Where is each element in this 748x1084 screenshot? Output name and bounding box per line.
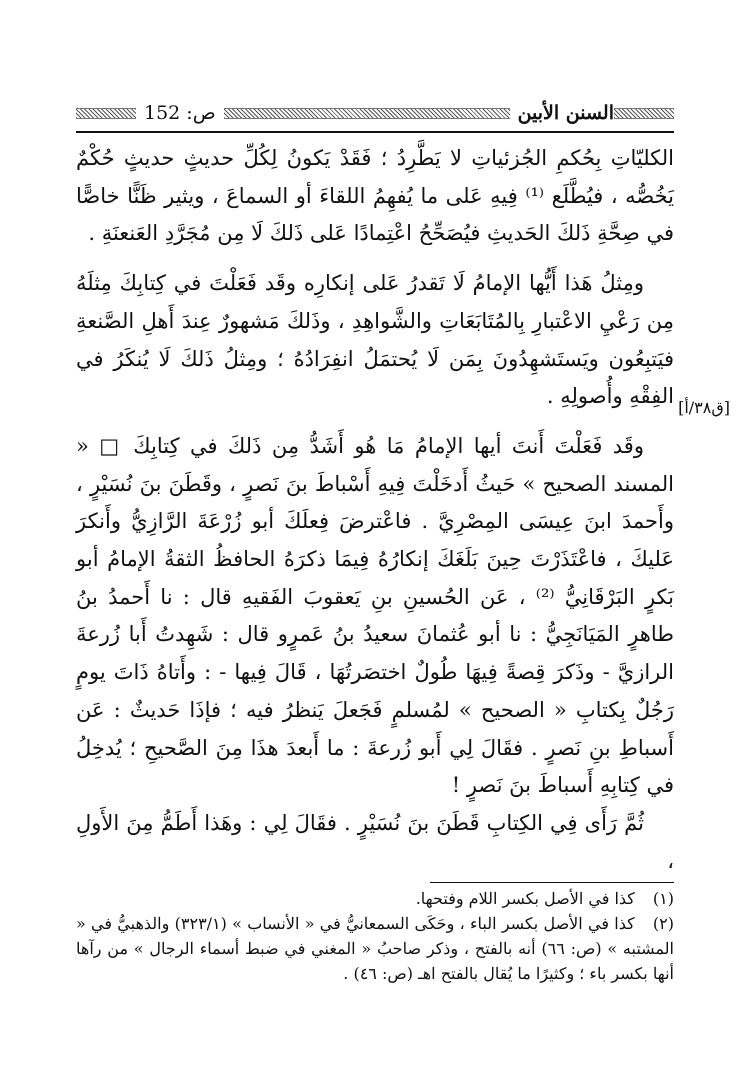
- footnote-rule: [430, 882, 674, 883]
- header-ornament-left: [76, 108, 136, 119]
- footnote-text: كذا في الأصل بكسر اللام وفتحها.: [415, 889, 635, 908]
- paragraph: ومِثلُ هَذا أَيُّها الإمامُ لَا تَقدرُ عَلى إنكارِه وقَد فَعَلْتَ في كِتابِكَ مِثلَهُ مِن رَعْيِ الاعْتبارِ بِالمُتَابَعَاتِ والشَّواهِدِ ، وذَلكَ مَشهورٌ عِندَ أَهلِ الصَّنعةِ فيَتبِعُون ويَستَشهِدُونَ بِمَن لَا يُحتمَلُ انفِرَادُهُ ؛ ومِثلُ ذَلكَ لَا يُنكَرُ في الفِقْهِ وأُصولِهِ .: [76, 271, 674, 409]
- book-title: السنن الأبين: [517, 102, 614, 124]
- footnote-number: (٢): [652, 914, 675, 933]
- running-header: [76, 100, 674, 126]
- header-ornament-middle: [224, 108, 510, 119]
- footnote: [76, 911, 674, 986]
- page-number: ص: 152: [144, 102, 216, 124]
- footnotes: [76, 886, 674, 986]
- footnote: [76, 886, 674, 911]
- footnote-number: (١): [652, 889, 674, 908]
- header-rule: [76, 131, 674, 133]
- paragraph: وقَد فَعَلْتَ أَنتَ أيها الإمامُ مَا هُو أَشَدُّ مِن ذَلكَ في كِتابِكَ □ « المسند الصحيح » حَيثُ أَدخَلْتَ فِيهِ أَسْباطَ بنَ نَصرٍ ، وقَطَنَ بنَ نُسَيْرٍ ، وأَحمدَ ابنَ عِيسَى المِصْرِيَّ . فاعْترضَ فِعلَكَ أبو زُرْعَةَ الرَّازِيُّ وأَنكرَ عَليكَ ، فاعْتَذَرْتَ حِينَ بَلَغَكَ إنكارُهُ فِيمَا ذكرَهُ الحافظُ الثقةُ الإمامُ أبو بَكرٍ البَرْقَانِيُّ ⁽²⁾ ، عَن الحُسينِ بنِ يَعقوبَ الفَقيهِ قال : نا أَحمدُ بنُ طاهرٍ المَيَانَجِيُّ : نا أبو عُثمانَ سعيدُ بنُ عَمرٍو قال : شَهِدتُ أَبا زُرعةَ الرازيَّ - وذَكرَ قِصةً فِيهَا طُولٌ اختصَرتُهَا ، قَالَ فِيها - : وأَتاهُ ذَاتَ يومٍ رَجُلٌ بِكتابِ « الصحيح » لمُسلمٍ فَجَعلَ يَنظرُ فيه ؛ فإذَا حَديثٌ : عَن أَسباطِ بنِ نَصرٍ . فقَالَ لِي أَبو زُرعةَ : ما أَبعدَ هذَا مِنَ الصَّحيحِ ؛ يُدخِلُ في كِتابِهِ أَسباطَ بنَ نَصرٍ !: [76, 433, 675, 798]
- main-text: [76, 140, 674, 880]
- header-ornament-right: [614, 108, 674, 119]
- paragraph: ثُمَّ رَأَى فِي الكِتابِ قَطَنَ بنَ نُسَيْرٍ . فقَالَ لِي : وهَذا أَطَمُّ مِنَ الأَولِ ،: [76, 810, 674, 873]
- manuscript-folio-note: [ق٣٨/أ]: [678, 398, 730, 417]
- paragraph: الكليّاتِ بِحُكمِ الجُزئياتِ لا يَطَّرِدُ ؛ فَقَدْ يَكونُ لِكُلِّ حديثٍ حديثٍ حُكْمٌ يَخُصُّه ، فيُطَّلَع ⁽¹⁾ فِيهِ عَلى ما يُفهِمُ اللقاءَ أو السماعَ ، ويثير ظَنًّا خاصًّا في صِحَّةِ ذَلكَ الحَديثِ فيُصَحِّحُ اعْتِمادًا عَلى ذَلكَ لَا مِن مُجَرَّدِ العَنعنَةِ .: [76, 146, 675, 246]
- footnote-text: كذا في الأصل بكسر الباء ، وحَكَى السمعانيُّ في « الأنساب » (٣٢٣/١) والذهبيُّ في « المشتبه » (ص: ٦٦) أنه بالفتح ، وذكر صاحبُ « المغني في ضبط أسماء الرجال » من رآها أنها بكسر باء ؛ وكثيرًا ما يُقال بالفتح اهـ (ص: ٤٦) .: [76, 914, 674, 983]
